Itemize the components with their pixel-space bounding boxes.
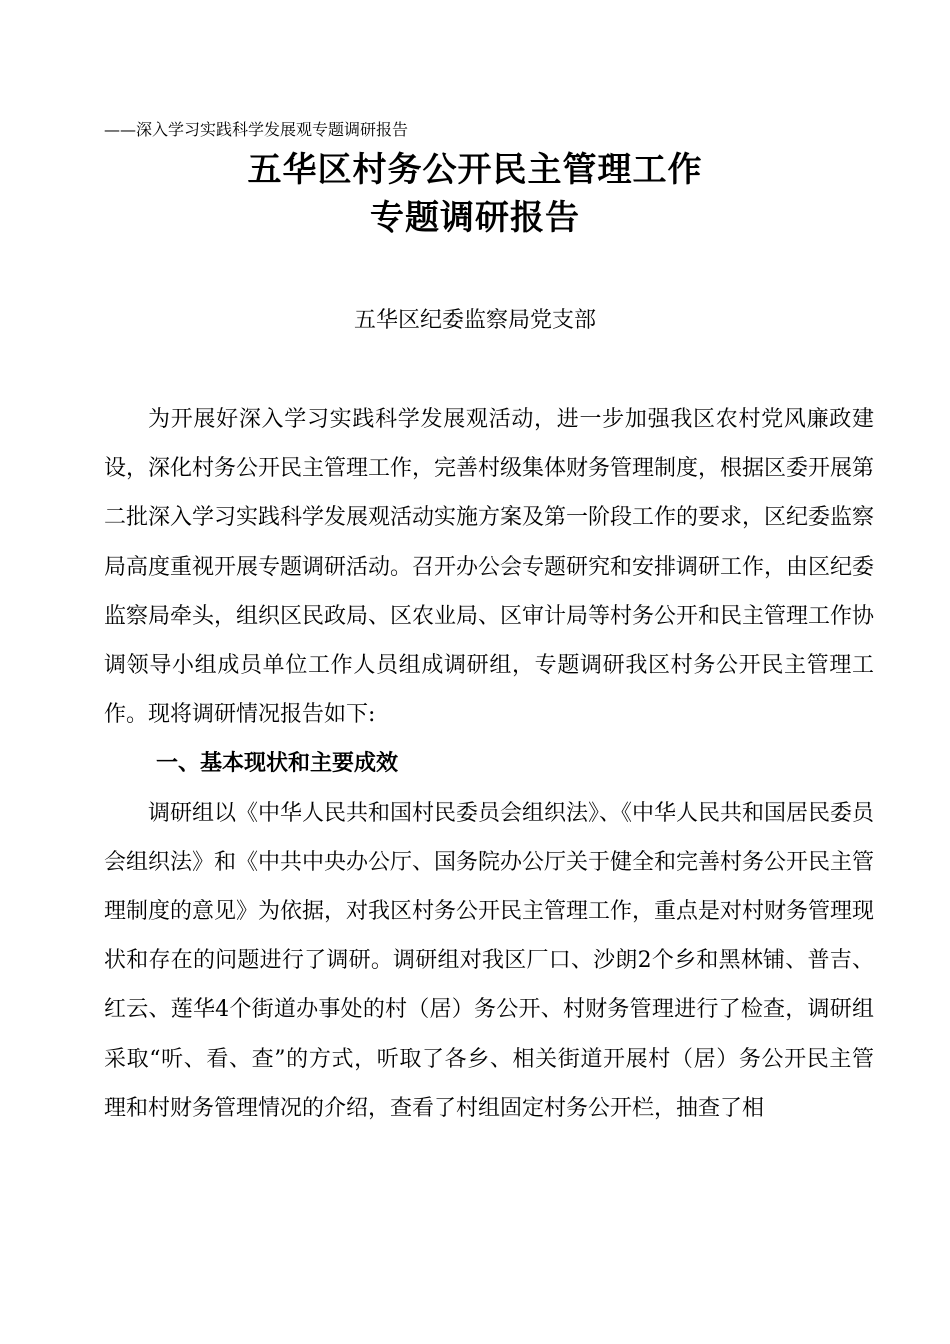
document-author: 五华区纪委监察局党支部	[353, 308, 596, 333]
section-heading: 一、基本现状和主要成效	[156, 751, 399, 777]
document-title-line-2: 专题调研报告	[370, 198, 580, 238]
section-paragraph: 调研组以《中华人民共和国村民委员会组织法》、《中华人民共和国居民委员会组织法》和《中共中央办公厅、国务院办公厅关于健全和完善村务公开民主管理制度的意见》为依据，对我区村务公开民主管理工作，重点是对村财务管理现状和存在的问题进行了调研。调研组对我区厂口、沙朗2个乡和黑林铺、普吉、红云、莲华4个街道办事处的村（居）务公开、村财务管理进行了检查，调研组采取“听、看、查”的方式，听取了各乡、相关街道开展村（居）务公开民主管理和村财务管理情况的介绍，查看了村组固定村务公开栏，抽查了相	[104, 800, 875, 1121]
document-subtitle: ——深入学习实践科学发展观专题调研报告	[104, 120, 409, 139]
document-body	[104, 395, 874, 1133]
intro-paragraph: 为开展好深入学习实践科学发展观活动，进一步加强我区农村党风廉政建设，深化村务公开民主管理工作，完善村级集体财务管理制度，根据区委开展第二批深入学习实践科学发展观活动实施方案及第一阶段工作的要求，区纪委监察局高度重视开展专题调研活动。召开办公会专题研究和安排调研工作，由区纪委监察局牵头，组织区民政局、区农业局、区审计局等村务公开和民主管理工作协调领导小组成员单位工作人员组成调研组，专题调研我区村务公开民主管理工作。现将调研情况报告如下:	[104, 407, 875, 728]
document-title-line-1: 五华区村务公开民主管理工作	[247, 150, 703, 190]
